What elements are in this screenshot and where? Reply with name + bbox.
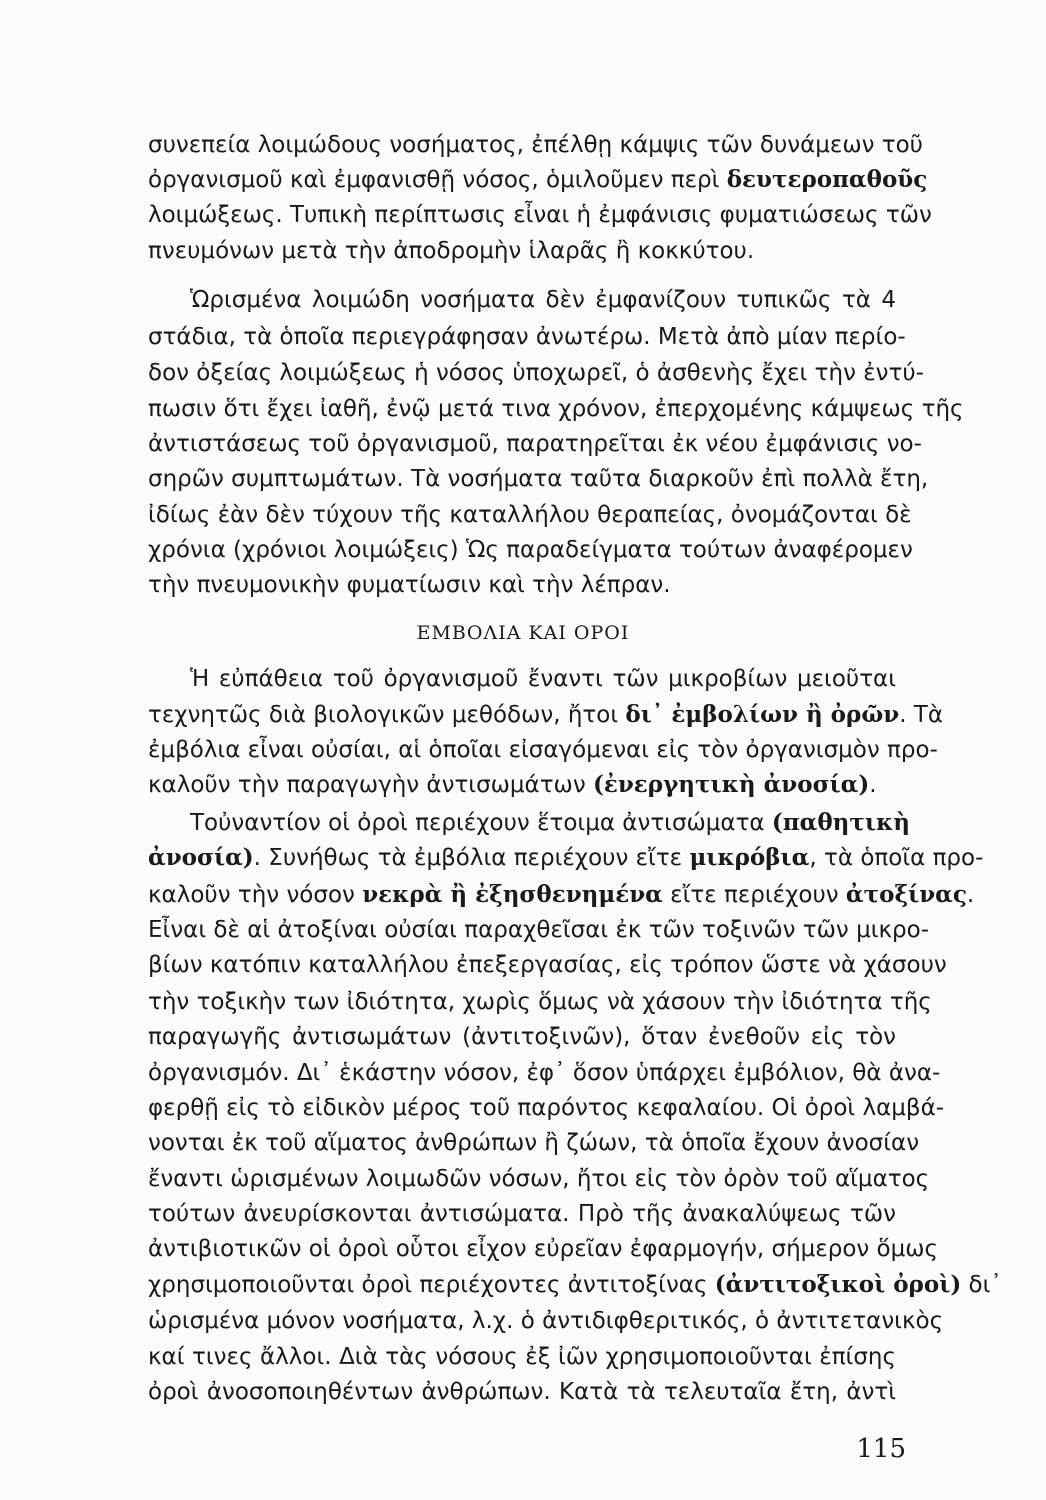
text-run: δον ὀξείας λοιμώξεως ἡ νόσος ὑποχωρεῖ, ὁ ἀσθενὴς ἔχει τὴν ἐντύ- xyxy=(148,360,924,386)
bold-term: (ἀντιτοξικοὶ ὀροὶ) xyxy=(714,1271,962,1298)
text-line xyxy=(148,950,947,980)
text-run: πνευμόνων μετὰ τὴν ἀποδρομὴν ἱλαρᾶς ἢ κοκκύτου. xyxy=(148,238,755,264)
text-line xyxy=(148,1058,941,1088)
text-line xyxy=(148,735,938,765)
text-run: ἰδίως ἐὰν δὲν τύχουν τῆς καταλλήλου θεραπείας, ὀνομάζονται δὲ xyxy=(148,502,912,528)
text-run: βίων κατόπιν καταλλήλου ἐπεξεργασίας, εἰς τρόπον ὥστε νὰ χάσουν xyxy=(148,952,947,978)
text-line xyxy=(148,915,930,945)
bold-term: ἀτοξίνας xyxy=(845,881,967,908)
text-line xyxy=(148,1164,930,1194)
text-line xyxy=(148,130,923,160)
text-run: . xyxy=(966,882,975,908)
text-run: . Συνήθως τὰ ἐμβόλια περιέχουν εἴτε xyxy=(253,845,690,871)
text-run: καλοῦν τὴν νόσον xyxy=(148,882,363,908)
text-line xyxy=(148,464,929,494)
bold-term: δι᾽ ἐμβολίων ἢ ὀρῶν xyxy=(625,701,900,728)
bold-term: (ἐνεργητικὴ ἀνοσία) xyxy=(592,771,870,798)
text-run: Εἶναι δὲ αἱ ἀτοξίναι οὐσίαι παραχθεῖσαι ἐκ τῶν τοξινῶν τῶν μικρο- xyxy=(148,917,930,943)
bold-term: (παθητικὴ xyxy=(771,809,910,836)
text-line xyxy=(148,987,932,1017)
text-run: ὀργανισμοῦ καὶ ἐμφανισθῇ νόσος, ὁμιλοῦμεν περὶ xyxy=(148,167,727,193)
text-run: ἔναντι ὡρισμένων λοιμωδῶν νόσων, ἤτοι εἰς τὸν ὀρὸν τοῦ αἵματος xyxy=(148,1166,930,1192)
text-run: ὡρισμένα μόνον νοσήματα, λ.χ. ὁ ἀντιδιφθεριτικός, ὁ ἀντιτετανικὸς xyxy=(148,1308,944,1334)
bold-term: δευτεροπαθοῦς xyxy=(726,166,928,193)
text-line xyxy=(148,1342,896,1372)
text-run: καλοῦν τὴν παραγωγὴν ἀντισωμάτων xyxy=(148,772,593,798)
text-run: Ὡρισμένα λοιμώδη νοσήματα δὲν ἐμφανίζουν τυπικῶς τὰ 4 xyxy=(190,287,896,313)
text-run: χρόνια (χρόνιοι λοιμώξεις) Ὡς παραδείγματα τούτων ἀναφέρομεν xyxy=(148,537,913,563)
page-number: 115 xyxy=(856,1434,906,1464)
text-run: σηρῶν συμπτωμάτων. Τὰ νοσήματα ταῦτα διαρκοῦν ἐπὶ πολλὰ ἔτη, xyxy=(148,466,929,492)
text-run: . xyxy=(869,772,877,798)
text-line xyxy=(148,429,922,459)
text-line xyxy=(190,808,910,838)
text-line xyxy=(148,394,964,424)
text-line xyxy=(148,358,924,388)
text-line xyxy=(190,285,896,315)
text-run: , τὰ ὁποῖα προ- xyxy=(809,845,984,871)
text-line xyxy=(148,570,896,600)
text-line xyxy=(148,1093,945,1123)
bold-term: νεκρὰ ἢ ἐξησθενημένα xyxy=(362,881,663,908)
text-run: νονται ἐκ τοῦ αἵματος ἀνθρώπων ἢ ζώων, τὰ ὁποῖα ἔχουν ἀνοσίαν xyxy=(148,1130,920,1156)
text-run: τὴν πνευμονικὴν φυματίωσιν καὶ τὴν λέπραν. xyxy=(148,572,671,598)
text-run: τὴν τοξικὴν των ἰδιότητα, χωρὶς ὅμως νὰ χάσουν τὴν ἰδιότητα τῆς xyxy=(148,989,932,1015)
text-line xyxy=(148,322,906,352)
text-line xyxy=(148,236,896,266)
text-run: ἀντιβιοτικῶν οἱ ὀροὶ οὗτοι εἶχον εὐρεῖαν ἐφαρμογήν, σήμερον ὅμως xyxy=(148,1236,939,1262)
text-run: εἴτε περιέχουν xyxy=(662,882,846,908)
text-run: φερθῇ εἰς τὸ εἰδικὸν μέρος τοῦ παρόντος κεφαλαίου. Οἱ ὀροὶ λαμβά- xyxy=(148,1095,945,1121)
text-line xyxy=(148,1377,896,1407)
text-line xyxy=(148,770,896,800)
text-line xyxy=(148,1234,939,1264)
text-line xyxy=(148,1022,896,1052)
text-run: . Τὰ xyxy=(899,702,944,728)
text-run: χρησιμοποιοῦνται ὀροὶ περιέχοντες ἀντιτοξίνας xyxy=(148,1272,715,1298)
text-line xyxy=(148,165,928,195)
text-run: ἀντιστάσεως τοῦ ὀργανισμοῦ, παρατηρεῖται ἐκ νέου ἐμφάνισις νο- xyxy=(148,431,922,457)
text-line xyxy=(148,1128,920,1158)
text-line xyxy=(148,500,912,530)
text-line xyxy=(148,1270,1002,1300)
text-run: ἐμβόλια εἶναι οὐσίαι, αἱ ὁποῖαι εἰσαγόμεναι εἰς τὸν ὀργανισμὸν προ- xyxy=(148,737,938,763)
text-line xyxy=(148,535,913,565)
text-line xyxy=(148,200,932,230)
text-run: συνεπεία λοιμώδους νοσήματος, ἐπέλθῃ κάμψις τῶν δυνάμεων τοῦ xyxy=(148,132,923,158)
text-run: Τοὐναντίον οἱ ὀροὶ περιέχουν ἕτοιμα ἀντισώματα xyxy=(190,810,772,836)
text-line xyxy=(190,664,896,694)
text-run: πωσιν ὅτι ἔχει ἰαθῆ, ἐνῷ μετά τινα χρόνον, ἐπερχομένης κάμψεως τῆς xyxy=(148,396,964,422)
text-line xyxy=(148,843,984,873)
bold-term: μικρόβια xyxy=(689,844,810,871)
text-run: τεχνητῶς διὰ βιολογικῶν μεθόδων, ἤτοι xyxy=(148,702,626,728)
bold-term: ἀνοσία) xyxy=(148,844,254,871)
text-run: παραγωγῆς ἀντισωμάτων (ἀντιτοξινῶν), ὅταν ἐνεθοῦν εἰς τὸν xyxy=(148,1024,896,1050)
text-run: τούτων ἀνευρίσκονται ἀντισώματα. Πρὸ τῆς ἀνακαλύψεως τῶν xyxy=(148,1201,896,1227)
text-run: δι᾽ xyxy=(961,1272,1002,1298)
text-run: καί τινες ἄλλοι. Διὰ τὰς νόσους ἐξ ἰῶν χρησιμοποιοῦνται ἐπίσης xyxy=(148,1344,896,1370)
text-run: στάδια, τὰ ὁποῖα περιεγράφησαν ἀνωτέρω. Μετὰ ἀπὸ μίαν περίο- xyxy=(148,324,906,350)
text-run: ὀργανισμόν. Δι᾽ ἑκάστην νόσον, ἐφ᾽ ὅσον ὑπάρχει ἐμβόλιον, θὰ ἀνα- xyxy=(148,1060,941,1086)
text-line xyxy=(148,1306,944,1336)
text-line xyxy=(148,880,975,910)
text-line xyxy=(148,1199,896,1229)
text-run: Ἡ εὐπάθεια τοῦ ὀργανισμοῦ ἔναντι τῶν μικροβίων μειοῦται xyxy=(190,666,896,692)
text-run: λοιμώξεως. Τυπικὴ περίπτωσις εἶναι ἡ ἐμφάνισις φυματιώσεως τῶν xyxy=(148,202,932,228)
text-run: ὀροὶ ἀνοσοποιηθέντων ἀνθρώπων. Κατὰ τὰ τελευταῖα ἔτη, ἀντὶ xyxy=(148,1379,896,1405)
text-line xyxy=(148,700,944,730)
section-heading: ΕΜΒΟΛΙΑ ΚΑΙ ΟΡΟΙ xyxy=(416,622,630,644)
